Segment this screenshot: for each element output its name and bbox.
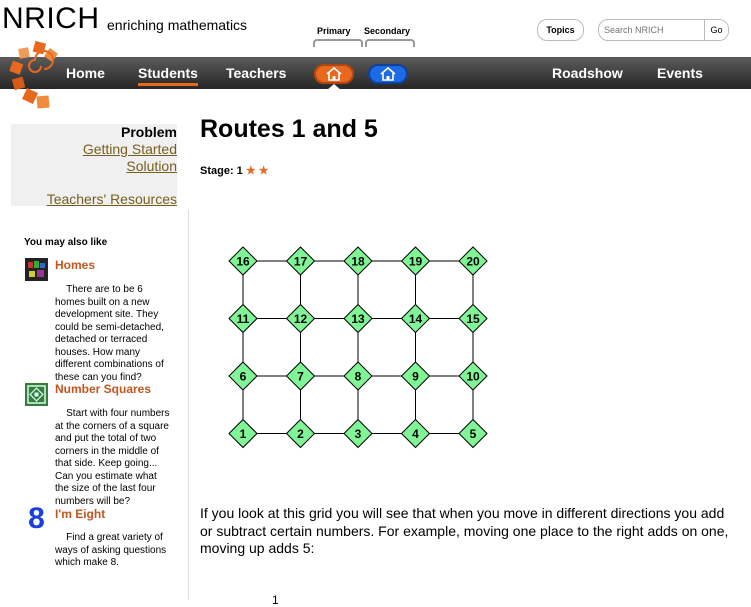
grid-node-label: 8 bbox=[354, 369, 362, 384]
grid-node-label: 16 bbox=[236, 254, 250, 269]
grid-node-label: 14 bbox=[408, 312, 423, 326]
eight-thumbnail-icon[interactable]: 8 bbox=[28, 502, 45, 535]
primary-home-button[interactable] bbox=[314, 64, 354, 84]
grid-node-label: 9 bbox=[412, 369, 419, 384]
homes-thumbnail-icon[interactable] bbox=[25, 258, 48, 281]
grid-node-label: 20 bbox=[466, 254, 480, 269]
grid-node-label: 18 bbox=[351, 254, 365, 269]
related-homes-desc bbox=[55, 284, 173, 384]
related-homes-link[interactable]: Homes bbox=[55, 258, 96, 272]
primary-bracket bbox=[313, 39, 363, 47]
secondary-home-button[interactable] bbox=[368, 64, 408, 84]
house-icon bbox=[380, 67, 396, 81]
nav-active-caret bbox=[327, 84, 341, 90]
stage-label: Stage: 1 bbox=[200, 165, 243, 177]
search-input[interactable] bbox=[599, 20, 703, 40]
page-title: Routes 1 and 5 bbox=[200, 115, 378, 143]
problem-tab[interactable]: Problem bbox=[120, 124, 177, 140]
search-box bbox=[598, 19, 729, 41]
related-im-eight-desc-text: Find a great variety of ways of asking questions which make 8. bbox=[55, 532, 167, 568]
also-like-heading: You may also like bbox=[24, 237, 108, 248]
stage-stars: ★ ★ bbox=[245, 165, 269, 177]
secondary-label: Secondary bbox=[364, 26, 411, 36]
site-tagline: enriching mathematics bbox=[107, 17, 248, 33]
nav-events[interactable]: Events bbox=[657, 65, 703, 81]
getting-started-link[interactable]: Getting Started bbox=[82, 141, 177, 157]
secondary-bracket bbox=[365, 39, 415, 47]
nrich-logo-icon[interactable] bbox=[8, 40, 60, 112]
related-homes-desc-text: There are to be 6 homes built on a new development site. They could be semi-detached, detached or terraced houses. How many different combinations of these can you find? bbox=[55, 284, 164, 383]
sidebar-divider bbox=[188, 210, 189, 600]
grid-node-label: 13 bbox=[351, 312, 365, 326]
grid-node-label: 11 bbox=[236, 312, 250, 326]
grid-node-label: 12 bbox=[293, 312, 308, 326]
search-go-button[interactable]: Go bbox=[704, 20, 728, 40]
explanation-paragraph: If you look at this grid you will see that when you move in different directions you add or subtract certain numbers. For example, moving one place to the right adds on one, moving up adds 5: bbox=[200, 505, 729, 556]
solution-link[interactable]: Solution bbox=[126, 158, 177, 174]
nav-teachers[interactable]: Teachers bbox=[226, 65, 287, 81]
teachers-resources-link[interactable]: Teachers' Resources bbox=[46, 191, 177, 207]
number-squares-thumbnail-icon[interactable] bbox=[25, 383, 48, 406]
grid-node-label: 10 bbox=[466, 369, 480, 384]
nav-students[interactable]: Students bbox=[138, 57, 198, 89]
grid-node-label: 5 bbox=[469, 427, 477, 441]
site-header bbox=[0, 0, 751, 58]
nav-home[interactable]: Home bbox=[66, 65, 105, 81]
grid-node-label: 6 bbox=[239, 369, 247, 384]
stage-indicator bbox=[200, 164, 269, 177]
grid-node-label: 15 bbox=[466, 312, 480, 326]
grid-node-label: 7 bbox=[297, 369, 304, 384]
grid-node-label: 3 bbox=[354, 427, 362, 441]
main-nav bbox=[0, 57, 751, 89]
related-im-eight-link[interactable]: I'm Eight bbox=[55, 507, 106, 521]
topics-button[interactable]: Topics bbox=[537, 19, 584, 41]
grid-node-label: 17 bbox=[293, 254, 308, 269]
related-number-squares-desc bbox=[55, 408, 173, 508]
number-grid-diagram bbox=[220, 240, 500, 455]
primary-label: Primary bbox=[317, 26, 351, 36]
grid-node-label: 4 bbox=[412, 427, 419, 441]
site-brand[interactable]: NRICH bbox=[2, 2, 100, 35]
nav-roadshow[interactable]: Roadshow bbox=[552, 65, 623, 81]
house-icon bbox=[326, 67, 342, 81]
grid-node-label: 1 bbox=[239, 427, 247, 441]
related-im-eight-desc bbox=[55, 532, 173, 570]
grid-node-label: 19 bbox=[408, 254, 423, 269]
grid-node-label: 2 bbox=[297, 427, 304, 441]
problem-nav-panel bbox=[11, 124, 177, 206]
related-number-squares-link[interactable]: Number Squares bbox=[55, 382, 152, 396]
partial-example-digit: 1 bbox=[272, 593, 279, 607]
related-number-squares-desc-text: Start with four numbers at the corners of a square and put the total of two corners in the middle of that side. Keep going... Can you estimate what the size of the last four numbers will be? bbox=[55, 408, 170, 507]
